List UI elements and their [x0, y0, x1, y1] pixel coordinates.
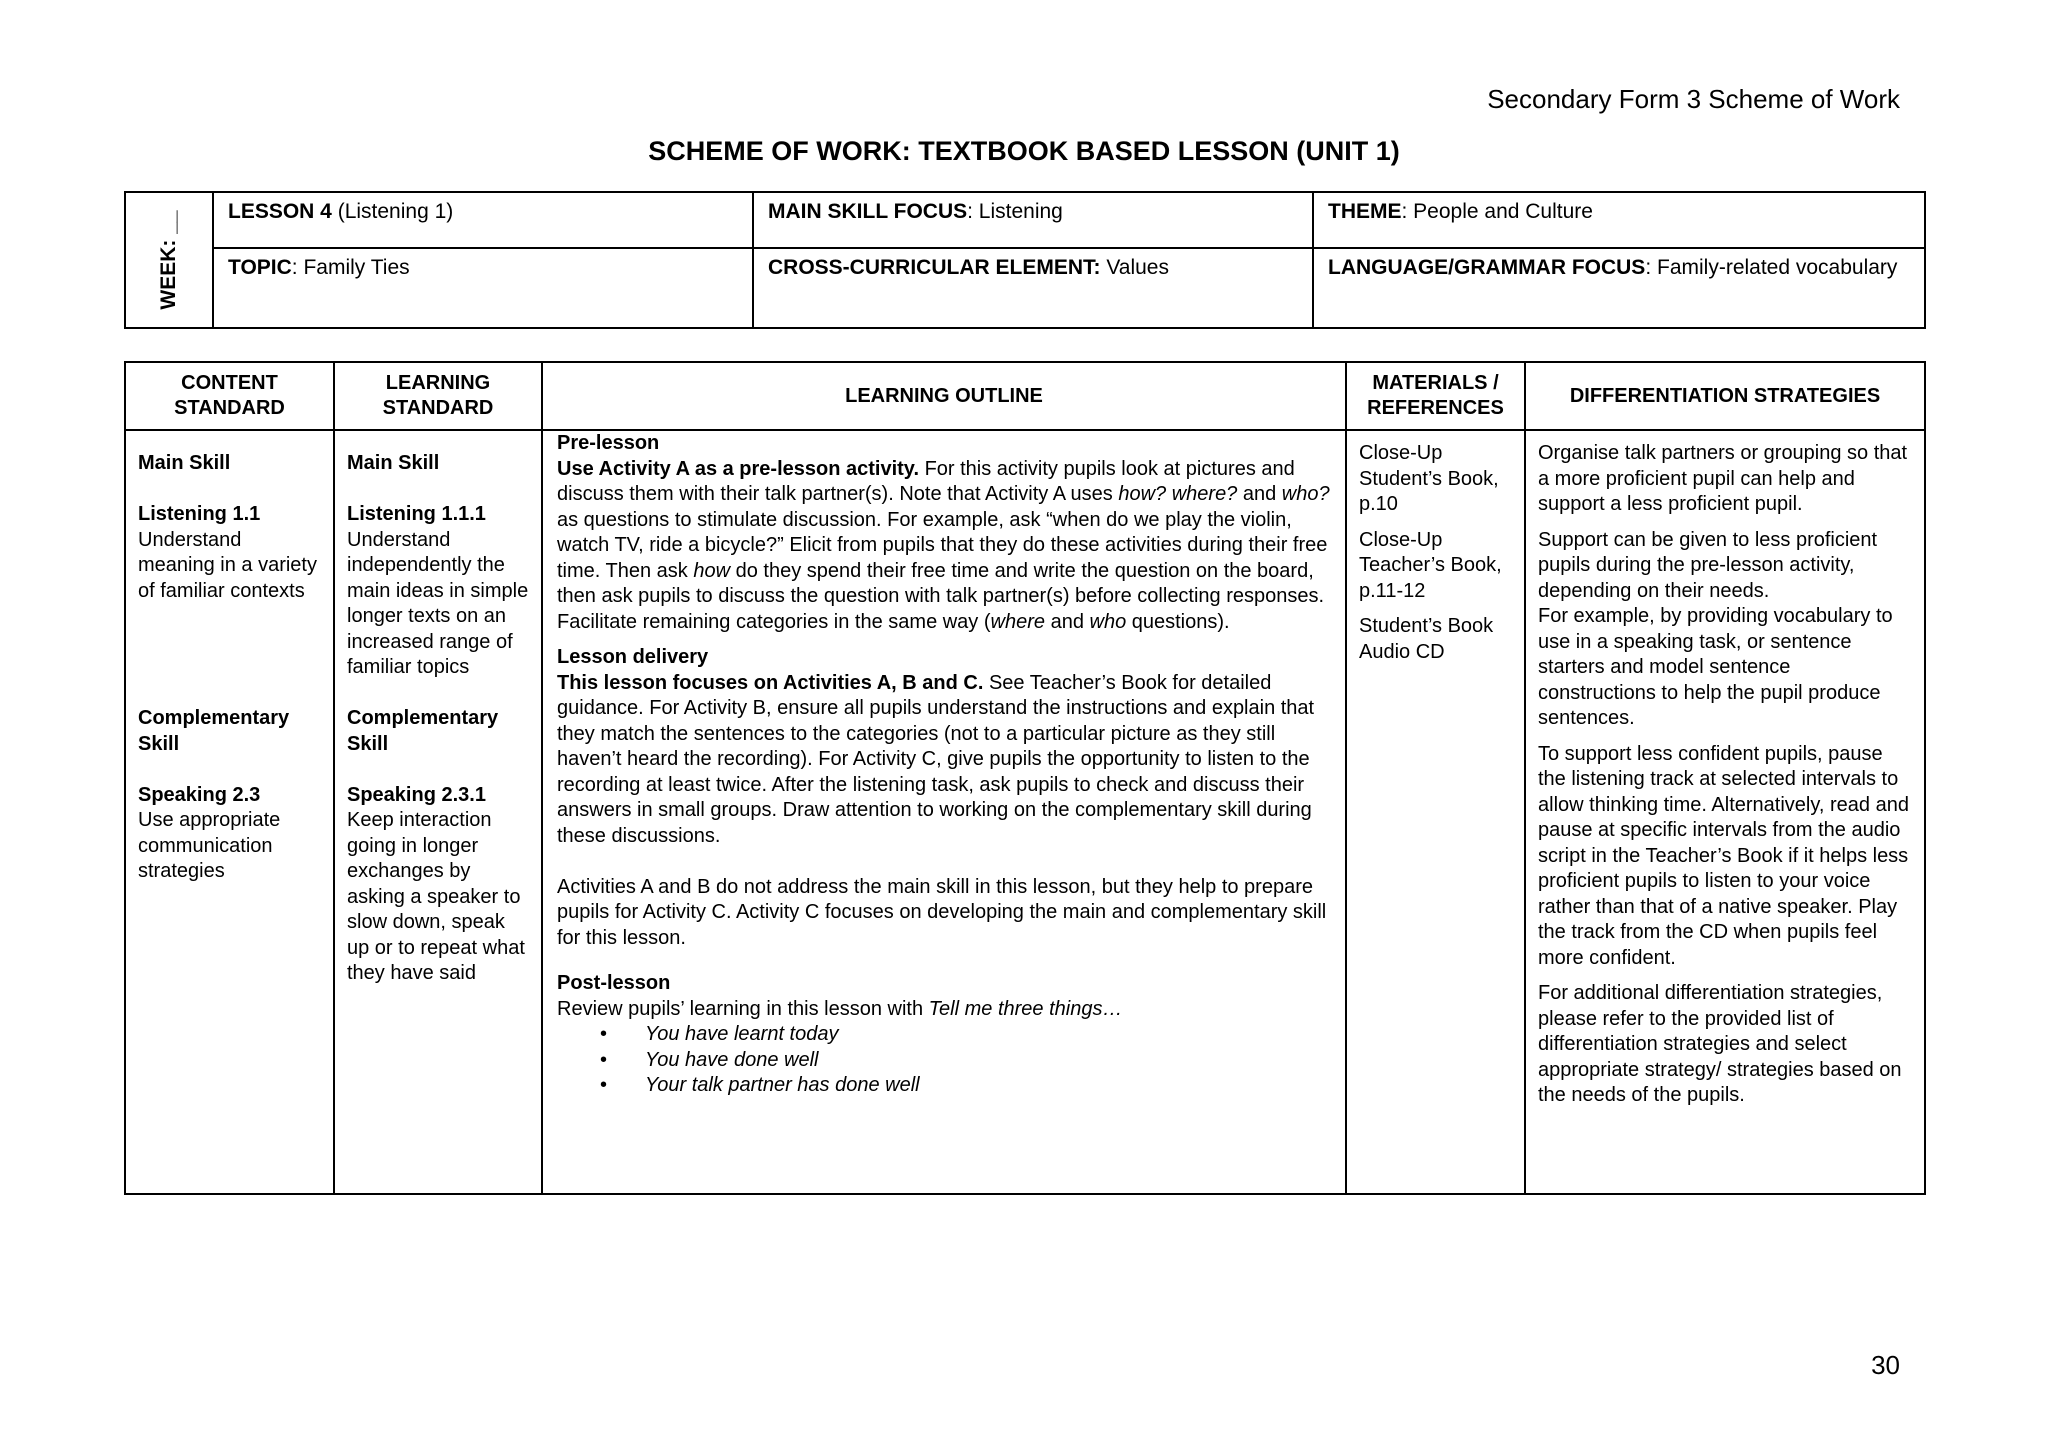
learning-outline-cell: [542, 430, 1346, 1194]
content-comp-heading: Complementary Skill: [138, 707, 290, 755]
list-item: • You have done well: [645, 1048, 1333, 1074]
header-differentiation: DIFFERENTIATION STRATEGIES: [1525, 362, 1925, 430]
header-learning-standard: LEARNING STANDARD: [334, 362, 542, 430]
main-skill-cell: [753, 192, 1313, 248]
header-learning-outline: LEARNING OUTLINE: [542, 362, 1346, 430]
activities-note: Activities A and B do not address the main skill in this lesson, but they help to prepare pupils for Activity C. Activity C focuses on developing the main and complementary skill for this lesson.: [557, 875, 1327, 949]
lesson-info-table: [124, 191, 1926, 329]
theme-label: THEME: [1328, 200, 1402, 223]
lesson-plan-table: [124, 361, 1926, 1195]
main-skill-label: MAIN SKILL FOCUS: [768, 200, 968, 223]
differentiation-p5: For additional differentiation strategies, please refer to the provided list of differentiation strategies and select appropriate strategy/ strategies based on the needs of the pupils.: [1538, 982, 1902, 1106]
learning-main-skill-heading: Main Skill: [347, 452, 440, 474]
page-number: 30: [1871, 1350, 1900, 1380]
material-item: Close-Up Teacher’s Book, p.11-12: [1359, 528, 1502, 602]
learning-comp-code: Speaking 2.3.1: [347, 783, 486, 806]
topic-value: : Family Ties: [291, 256, 410, 279]
materials-cell: [1346, 430, 1525, 1194]
header-materials: MATERIALS / REFERENCES: [1346, 362, 1525, 430]
learning-comp-text: Keep interaction going in longer exchanges by asking a speaker to slow down, speak up or to repeat what they have said: [347, 809, 525, 984]
learning-standard-cell: [334, 430, 542, 1194]
list-item: • Your talk partner has done well: [645, 1073, 1333, 1099]
week-cell: [125, 192, 213, 328]
differentiation-p1: Organise talk partners or grouping so that a more proficient pupil can help and support a less proficient pupil.: [1538, 442, 1908, 515]
post-lesson-text: Review pupils’ learning in this lesson with Tell me three things…: [557, 997, 1123, 1020]
lesson-label: LESSON 4: [228, 200, 332, 223]
theme-cell: [1313, 192, 1925, 248]
differentiation-p3: For example, by providing vocabulary to use in a speaking task, or sentence starters and model sentence constructions to help the pupil produce sentences.: [1538, 605, 1893, 729]
language-focus-label: LANGUAGE/GRAMMAR FOCUS: [1328, 256, 1646, 279]
post-lesson-list: [557, 1022, 1333, 1099]
list-item: • You have learnt today: [645, 1022, 1333, 1048]
differentiation-p2: Support can be given to less proficient pupils during the pre-lesson activity, depending on their needs.: [1538, 528, 1878, 602]
content-main-skill-heading: Main Skill: [138, 452, 231, 474]
learning-comp-heading: Complementary Skill: [347, 707, 499, 755]
content-main-code: Listening 1.1: [138, 503, 261, 525]
content-main-text: Understand meaning in a variety of familiar contexts: [138, 528, 317, 602]
running-head: Secondary Form 3 Scheme of Work: [1487, 84, 1900, 114]
learning-main-text: Understand independently the main ideas in simple longer texts on an increased range of familiar topics: [347, 528, 529, 678]
content-standard-cell: [125, 430, 334, 1194]
topic-label: TOPIC: [228, 256, 292, 279]
lesson-delivery-heading: Lesson delivery: [557, 646, 709, 668]
main-skill-value: : Listening: [967, 200, 1063, 223]
page-title: SCHEME OF WORK: TEXTBOOK BASED LESSON (UNIT 1): [648, 136, 1400, 166]
learning-main-code: Listening 1.1.1: [347, 503, 486, 525]
cross-curricular-value: Values: [1100, 256, 1169, 279]
pre-lesson-text: Use Activity A as a pre-lesson activity. For this activity pupils look at pictures and discuss them with their talk partner(s). Note that Activity A uses how? where? and who? as questions to stimulate discussion. For example, ask “when do we play the violin, watch TV, ride a bicycle?” Elicit from pupils that they do these activities during their free time. Then ask how do they spend their free time and write the question on the board, then ask pupils to discuss the question with talk partner(s) before collecting responses. Facilitate remaining categories in the same way (where and who questions).: [557, 457, 1330, 633]
content-comp-code: Speaking 2.3: [138, 783, 261, 806]
cross-curricular-cell: [753, 248, 1313, 328]
pre-lesson-heading: Pre-lesson: [557, 432, 660, 454]
language-focus-cell: [1313, 248, 1925, 328]
content-comp-text: Use appropriate communication strategies: [138, 809, 281, 882]
theme-value: : People and Culture: [1401, 200, 1593, 223]
header-content-standard: CONTENT STANDARD: [125, 362, 334, 430]
differentiation-p4: To support less confident pupils, pause the listening track at selected intervals to allow thinking time. Alternatively, read and pause at specific intervals from the audio script in the Teacher’s Book if it helps less proficient pupils to listen to your voice rather than that of a native speaker. Play the track from the CD when pupils feel more confident.: [1538, 742, 1909, 969]
differentiation-cell: [1525, 430, 1925, 1194]
lesson-delivery-text: This lesson focuses on Activities A, B and C. See Teacher’s Book for detailed guidance. For Activity B, ensure all pupils understand the instructions and explain that they match the sentences to the categories (not to a particular picture as they still haven’t heard the recording). For Activity C, give pupils the opportunity to listen to the recording at least twice. After the listening task, ask pupils to check and discuss their answers in small groups. Draw attention to working on the complementary skill during these discussions.: [557, 671, 1315, 847]
lesson-cell: [213, 192, 753, 248]
lesson-value: (Listening 1): [331, 200, 454, 223]
week-label: WEEK: __: [157, 210, 180, 310]
language-focus-value: : Family-related vocabulary: [1645, 256, 1898, 279]
material-item: Student’s Book Audio CD: [1359, 615, 1494, 663]
material-item: Close-Up Student’s Book, p.10: [1359, 442, 1499, 515]
cross-curricular-label: CROSS-CURRICULAR ELEMENT:: [768, 256, 1101, 279]
topic-cell: [213, 248, 753, 328]
post-lesson-heading: Post-lesson: [557, 972, 671, 994]
